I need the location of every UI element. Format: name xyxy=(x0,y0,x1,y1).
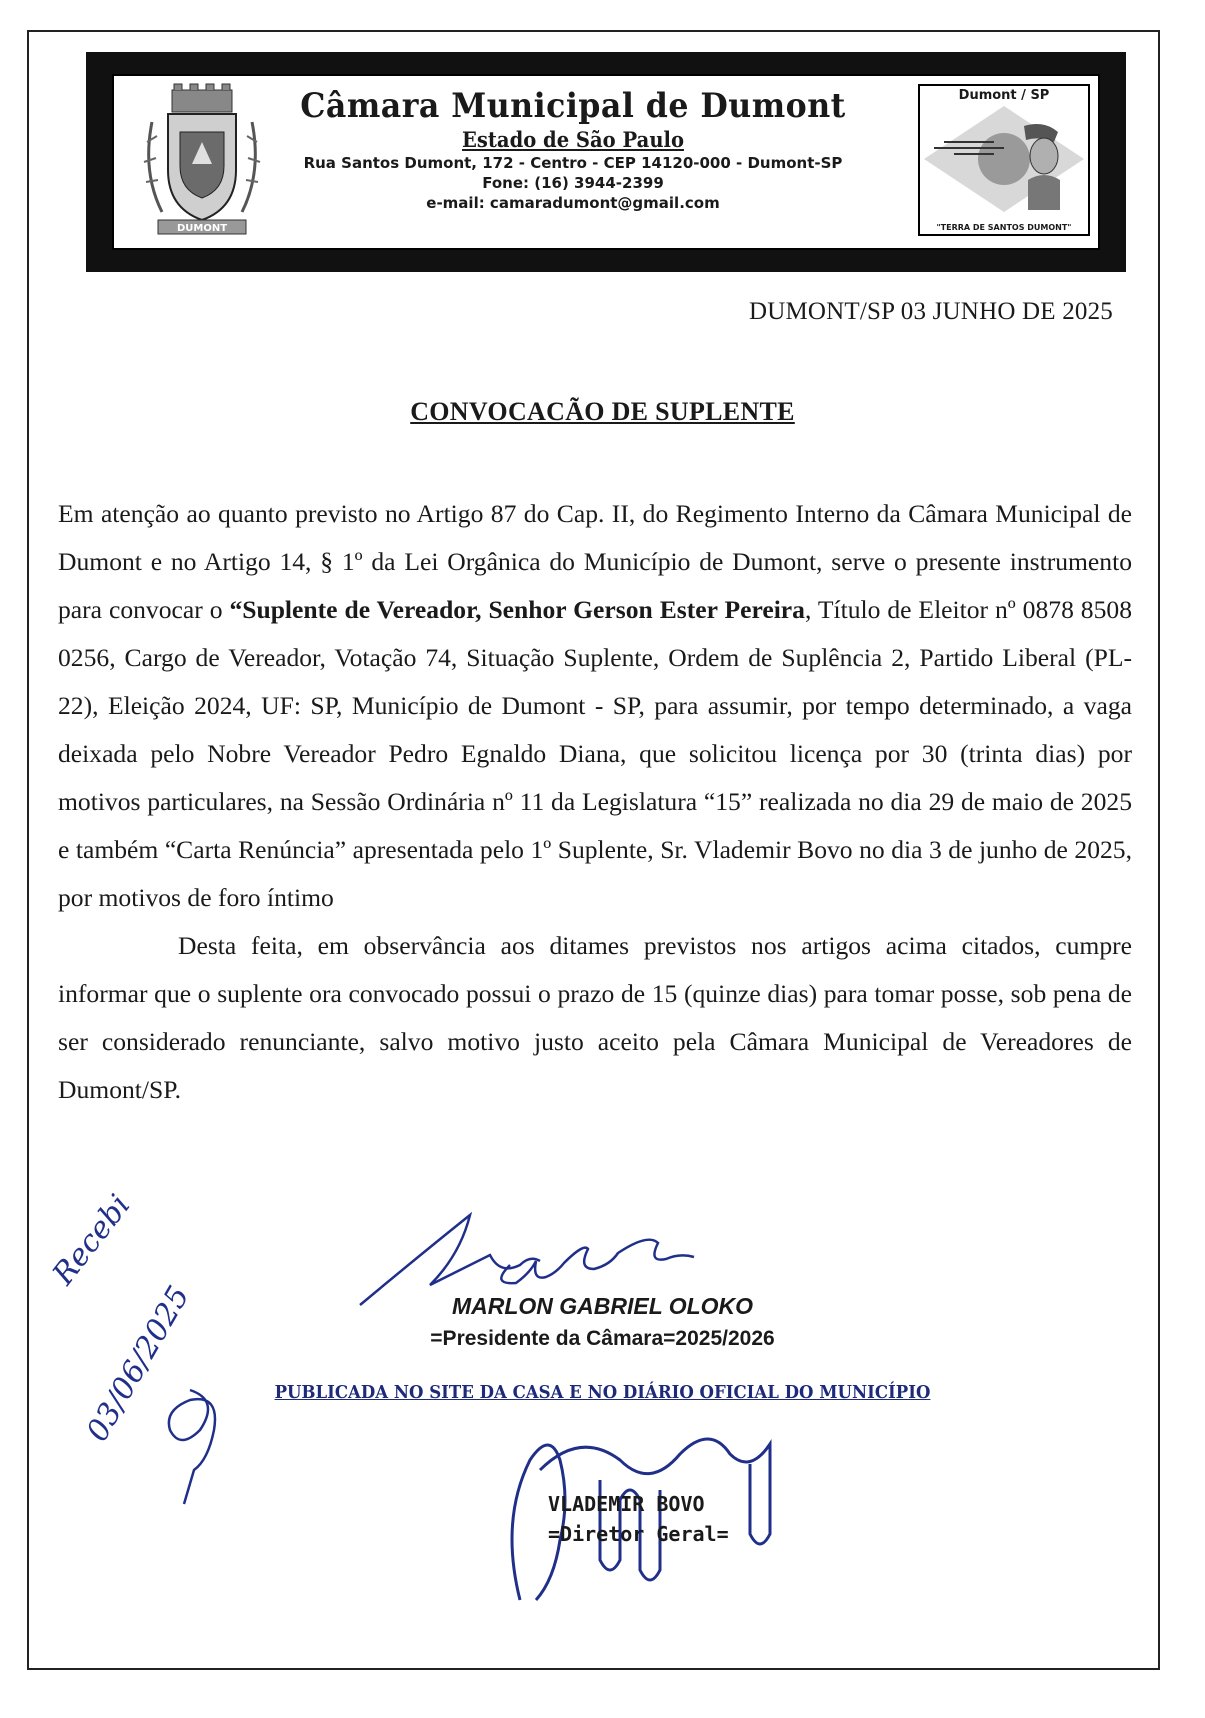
president-name: MARLON GABRIEL OLOKO xyxy=(451,1293,754,1319)
document-body xyxy=(58,490,1132,1114)
publication-note: PUBLICADA NO SITE DA CASA E NO DIÁRIO OFICIAL DO MUNICÍPIO xyxy=(274,1382,931,1403)
badge-bottom-text: "TERRA DE SANTOS DUMONT" xyxy=(936,223,1072,232)
body-paragraph-2: Desta feita, em observância aos ditames previstos nos artigos acima citados, cumpre informar que o suplente ora convocado possui o prazo de 15 (quinze dias) para tomar posse, sob pena de ser considerado renunciante, salvo motivo justo aceito pela Câmara Municipal de Vereadores de Dumont/SP. xyxy=(58,931,1132,1104)
state-subtitle: Estado de São Paulo xyxy=(462,127,684,152)
email-line: e-mail: camaradumont@gmail.com xyxy=(426,194,720,212)
paragraph-1-rest: , Título de Eleitor nº 0878 8508 0256, Cargo de Vereador, Votação 74, Situação Suplente, Ordem de Suplência 2, Partido Liberal (PL-22), Eleição 2024, UF: SP, Município de Dumont - SP, para assumir, por tempo determinado, a vaga deixada pelo Nobre Vereador Pedro Egnaldo Diana, que solicitou licença por 30 (trinta dias) por motivos particulares, na Sessão Ordinária nº 11 da Legislatura “15” realizada no dia 29 de maio de 2025 e também “Carta Renúncia” apresentada pelo 1º Suplente, Sr. Vlademir Bovo no dia 3 de junho de 2025, por motivos de foro íntimo xyxy=(58,595,1132,912)
president-role: =Presidente da Câmara=2025/2026 xyxy=(430,1327,775,1350)
director-role: =Diretor Geral= xyxy=(548,1522,729,1546)
santos-dumont-portrait-icon xyxy=(924,106,1084,212)
received-word: Recebi xyxy=(46,1188,138,1292)
letterhead-inner xyxy=(112,74,1100,250)
municipal-crest-icon xyxy=(132,82,272,244)
paragraph-1-bold: “Suplente de Vereador, Senhor Gerson Ester Pereira xyxy=(229,595,805,624)
letterhead xyxy=(86,52,1126,272)
paragraph-1-intro: Em atenção ao quanto previsto no Artigo 87 do Cap. II, do Regimento Interno da Câmara Municipal de Dumont e no Artigo 14, § 1º da Lei Orgânica do Município de Dumont, serve o presente instrumento para convocar o xyxy=(58,499,1132,624)
chamber-title: Câmara Municipal de Dumont xyxy=(300,86,846,126)
received-note xyxy=(40,1188,240,1530)
address-line: Rua Santos Dumont, 172 - Centro - CEP 14120-000 - Dumont-SP xyxy=(303,154,843,172)
body-paragraph-1 xyxy=(58,490,1132,922)
letterhead-center xyxy=(276,80,870,212)
dumont-badge xyxy=(918,84,1090,236)
badge-top-text: Dumont / SP xyxy=(958,88,1050,103)
crest-banner-text: DUMONT xyxy=(176,223,228,234)
received-date: 03/06/2025 xyxy=(80,1280,197,1448)
director-name: VLADEMIR BOVO xyxy=(548,1492,705,1516)
phone-line: Fone: (16) 3944-2399 xyxy=(482,174,664,192)
document-title: CONVOCACÃO DE SUPLENTE xyxy=(410,397,795,426)
document-date: DUMONT/SP 03 JUNHO DE 2025 xyxy=(748,298,1113,325)
